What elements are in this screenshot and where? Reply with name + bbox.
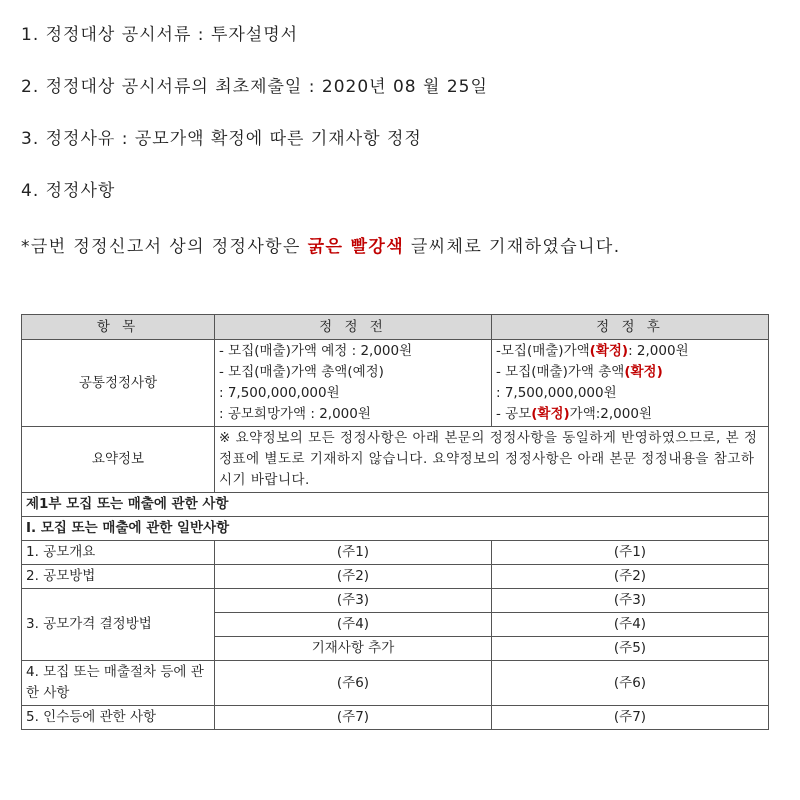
after-text: - 모집(매출)가액 총액 bbox=[496, 364, 625, 380]
after-highlight: (확정) bbox=[589, 343, 629, 359]
table-row-common bbox=[22, 340, 769, 427]
header-line-4: 4. 정정사항 bbox=[21, 181, 116, 201]
table-header-row bbox=[22, 315, 769, 340]
common-after-line: : 7,500,000,000원 bbox=[496, 385, 617, 401]
row-before: (주4) bbox=[215, 613, 492, 637]
common-after bbox=[492, 340, 769, 427]
table-row bbox=[22, 589, 769, 613]
common-after-line bbox=[496, 362, 764, 383]
header-line-2: 2. 정정대상 공시서류의 최초제출일 : 2020년 08 월 25일 bbox=[21, 77, 488, 97]
row-label: 1. 공모개요 bbox=[22, 541, 215, 565]
after-highlight: (확정) bbox=[624, 364, 663, 380]
after-text: - 공모 bbox=[496, 406, 532, 422]
row-after: (주1) bbox=[492, 541, 769, 565]
header-line-3: 3. 정정사유 : 공모가액 확정에 따른 기재사항 정정 bbox=[21, 129, 422, 149]
row-before: (주7) bbox=[215, 706, 492, 730]
note-suffix: 글씨체로 기재하였습니다. bbox=[404, 237, 621, 257]
section-title: Ⅰ. 모집 또는 매출에 관한 일반사항 bbox=[22, 517, 769, 541]
note-prefix: *금번 정정신고서 상의 정정사항은 bbox=[21, 237, 308, 257]
correction-table bbox=[21, 314, 769, 730]
header-before: 정 정 전 bbox=[215, 315, 492, 340]
row-after: (주7) bbox=[492, 706, 769, 730]
row-label: 3. 공모가격 결정방법 bbox=[22, 589, 215, 661]
row-after: (주4) bbox=[492, 613, 769, 637]
section-row bbox=[22, 517, 769, 541]
common-label: 공통정정사항 bbox=[22, 340, 215, 427]
part-row bbox=[22, 493, 769, 517]
header-after: 정 정 후 bbox=[492, 315, 769, 340]
row-before: 기재사항 추가 bbox=[215, 637, 492, 661]
summary-label: 요약정보 bbox=[22, 427, 215, 493]
row-after: (주5) bbox=[492, 637, 769, 661]
after-text: : 2,000원 bbox=[628, 343, 689, 359]
row-before: (주2) bbox=[215, 565, 492, 589]
summary-text: ※ 요약정보의 모든 정정사항은 아래 본문의 정정사항을 동일하게 반영하였으므로, 본 정정표에 별도로 기재하지 않습니다. 요약정보의 정정사항은 아래 본문 정정내용을 참고하시기 바랍니다. bbox=[215, 427, 769, 493]
row-before: (주3) bbox=[215, 589, 492, 613]
row-label: 4. 모집 또는 매출절차 등에 관한 사항 bbox=[22, 661, 215, 706]
table-row-summary bbox=[22, 427, 769, 493]
correction-note bbox=[21, 232, 781, 262]
table-row bbox=[22, 565, 769, 589]
after-text: -모집(매출)가액 bbox=[496, 343, 590, 359]
common-before-line: - 모집(매출)가액 총액(예정) bbox=[219, 364, 384, 380]
row-after: (주3) bbox=[492, 589, 769, 613]
row-after: (주2) bbox=[492, 565, 769, 589]
note-highlight: 굵은 빨강색 bbox=[307, 237, 405, 257]
common-after-line bbox=[496, 404, 764, 425]
common-before bbox=[215, 340, 492, 427]
row-label: 2. 공모방법 bbox=[22, 565, 215, 589]
row-after: (주6) bbox=[492, 661, 769, 706]
header-item: 항 목 bbox=[22, 315, 215, 340]
row-before: (주6) bbox=[215, 661, 492, 706]
table-row bbox=[22, 661, 769, 706]
common-after-line bbox=[496, 341, 764, 362]
table-row bbox=[22, 706, 769, 730]
common-before-line: : 공모희망가액 : 2,000원 bbox=[219, 406, 371, 422]
after-text: 가액:2,000원 bbox=[569, 406, 652, 422]
common-before-line: : 7,500,000,000원 bbox=[219, 385, 340, 401]
part-title: 제1부 모집 또는 매출에 관한 사항 bbox=[22, 493, 769, 517]
header-line-1: 1. 정정대상 공시서류 : 투자설명서 bbox=[21, 25, 299, 45]
row-before: (주1) bbox=[215, 541, 492, 565]
common-before-line: - 모집(매출)가액 예정 : 2,000원 bbox=[219, 343, 413, 359]
table-row bbox=[22, 541, 769, 565]
after-highlight: (확정) bbox=[531, 406, 570, 422]
row-label: 5. 인수등에 관한 사항 bbox=[22, 706, 215, 730]
